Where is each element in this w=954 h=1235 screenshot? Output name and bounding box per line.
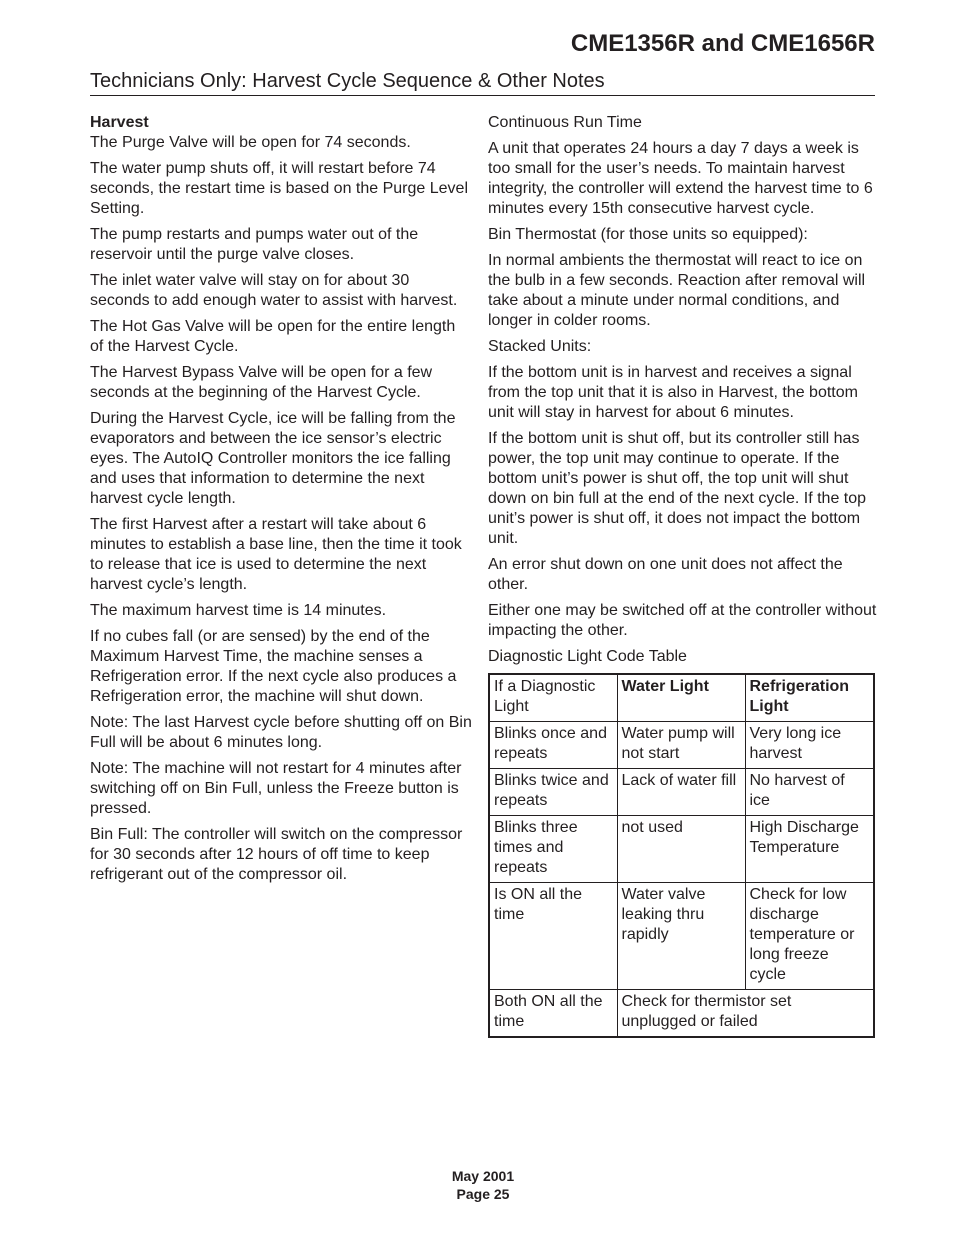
paragraph: The water pump shuts off, it will restart before 74 seconds, the restart time is based on the Purge Level Setting. [90,160,468,217]
paragraph: Note: The machine will not restart for 4 minutes after switching off on Bin Full, unless the Freeze button is pressed. [90,760,462,817]
table-cell: Water pump will not start [617,722,745,769]
paragraph: Bin Full: The controller will switch on the compressor for 30 seconds after 12 hours of off time to keep refrigerant out of the compressor oil. [90,826,463,883]
table-header-cell: Refrigeration Light [745,674,874,722]
paragraph: If the bottom unit is in harvest and receives a signal from the top unit that it is also in Harvest, the bottom unit will stay in harvest for about 6 minutes. [488,364,858,421]
table-cell: High Discharge Temperature [745,816,874,883]
table-row [489,722,874,769]
paragraph: An error shut down on one unit does not affect the other. [488,556,843,593]
table-cell: Is ON all the time [489,883,617,990]
table-row [489,990,874,1038]
table-header-row [489,674,874,722]
table-cell: Both ON all the time [489,990,617,1038]
harvest-heading: Harvest [90,114,149,131]
table-header-cell: Water Light [617,674,745,722]
paragraph: The inlet water valve will stay on for about 30 seconds to add enough water to assist with harvest. [90,272,458,309]
paragraph: Either one may be switched off at the controller without impacting the other. [488,602,877,639]
paragraph: The Hot Gas Valve will be open for the entire length of the Harvest Cycle. [90,318,456,355]
table-cell: Water valve leaking thru rapidly [617,883,745,990]
model-title: CME1356R and CME1656R [570,30,875,57]
paragraph: Note: The last Harvest cycle before shutting off on Bin Full will be about 6 minutes long. [90,714,472,751]
table-caption: Diagnostic Light Code Table [488,648,687,665]
table-cell: Check for low discharge temperature or long freeze cycle [745,883,874,990]
paragraph: In normal ambients the thermostat will react to ice on the bulb in a few seconds. Reaction after removal will take about a minute under normal conditions, and longer in colder rooms. [488,252,866,329]
table-cell: Blinks three times and repeats [489,816,617,883]
footer-date: May 2001 [451,1168,515,1184]
paragraph: The Purge Valve will be open for 74 seconds. [90,134,411,151]
diagnostic-light-table [488,673,875,1038]
table-cell: No harvest of ice [745,769,874,816]
table-cell: Very long ice harvest [745,722,874,769]
paragraph: If no cubes fall (or are sensed) by the end of the Maximum Harvest Time, the machine senses a Refrigeration error. If the next cycle also produces a Refrigeration error, the machine will shut down. [90,628,457,705]
table-row [489,883,874,990]
section-title: Technicians Only: Harvest Cycle Sequence & Other Notes [90,70,875,96]
page-footer [0,1167,954,1203]
paragraph: The maximum harvest time is 14 minutes. [90,602,387,619]
right-column [488,113,878,1038]
table-cell: Check for thermistor set unplugged or failed [617,990,874,1038]
paragraph: Stacked Units: [488,338,592,355]
paragraph: A unit that operates 24 hours a day 7 days a week is too small for the user’s needs. To maintain harvest integrity, the controller will extend the harvest time to 6 minutes every 15th consecutive harvest cycle. [488,140,873,217]
table-header-cell: If a Diagnostic Light [489,674,617,722]
paragraph: Bin Thermostat (for those units so equipped): [488,226,808,243]
paragraph: The Harvest Bypass Valve will be open for a few seconds at the beginning of the Harvest Cycle. [90,364,433,401]
left-column [90,113,472,891]
table-cell: Blinks once and repeats [489,722,617,769]
table-cell: Lack of water fill [617,769,745,816]
paragraph: The first Harvest after a restart will take about 6 minutes to establish a base line, then the time it took to release that ice is used to determine the next harvest cycle’s length. [90,516,462,593]
table-cell: not used [617,816,745,883]
table-row [489,816,874,883]
table-cell: Blinks twice and repeats [489,769,617,816]
footer-page-number: Page 25 [456,1186,510,1202]
paragraph: During the Harvest Cycle, ice will be falling from the evaporators and between the ice sensor’s electric eyes. The AutoIQ Controller monitors the ice falling and uses that information to determine the next harvest cycle length. [90,410,456,507]
paragraph: The pump restarts and pumps water out of the reservoir until the purge valve closes. [90,226,419,263]
table-row [489,769,874,816]
paragraph: If the bottom unit is shut off, but its controller still has power, the top unit may continue to operate. If the bottom unit’s power is shut off, the top unit will shut down on bin full at the end of the next cycle. If the top unit’s power is shut off, it does not impact the bottom unit. [488,430,867,547]
paragraph: Continuous Run Time [488,114,642,131]
